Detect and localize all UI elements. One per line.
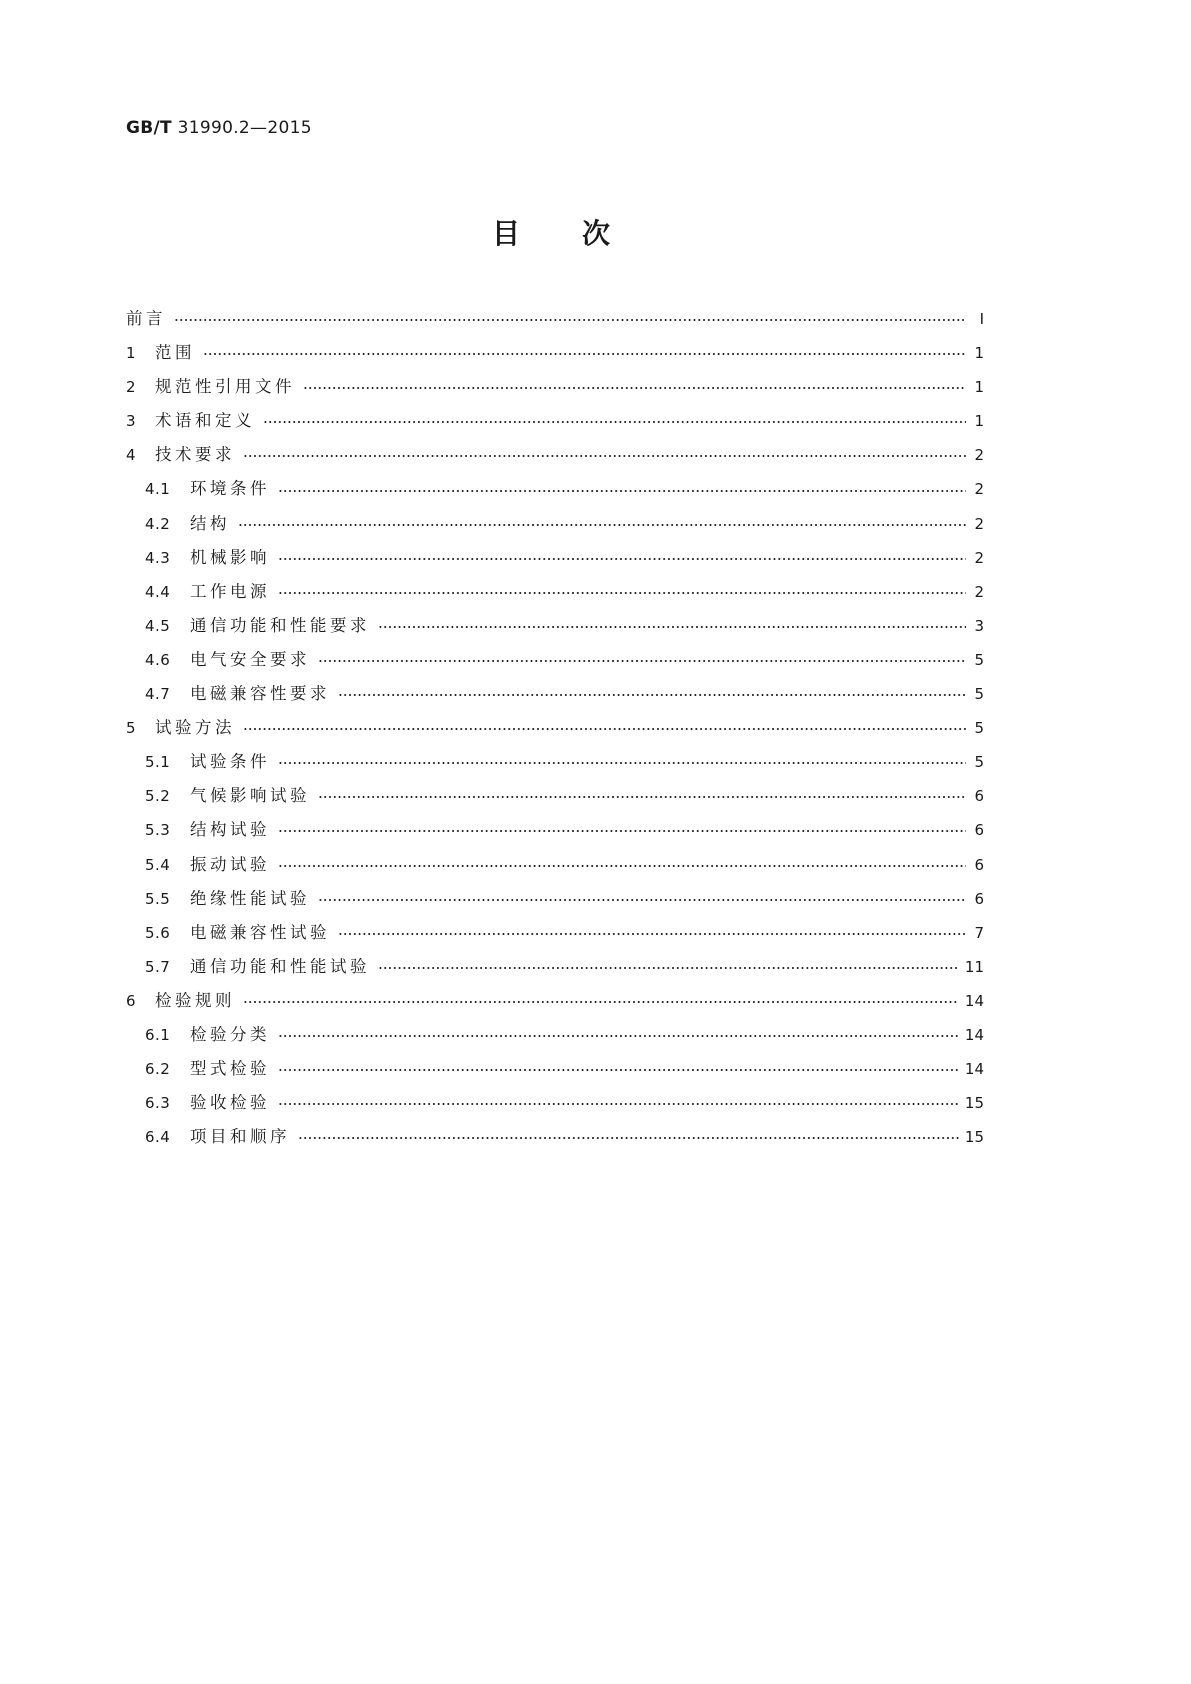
toc-entry-page: 1 <box>974 412 984 431</box>
toc-entry-title: 通信功能和性能要求 <box>190 615 370 635</box>
dot-leader <box>278 490 966 492</box>
dot-leader <box>278 1035 959 1037</box>
toc-entry-title: 气候影响试验 <box>190 786 310 806</box>
toc-entry-page: 6 <box>974 855 984 874</box>
toc-entry[interactable] <box>126 1120 984 1154</box>
dot-leader <box>318 899 966 901</box>
toc-entry-page: 6 <box>974 787 984 806</box>
toc-entry[interactable] <box>126 711 984 745</box>
dot-leader <box>263 421 966 423</box>
dot-leader <box>338 933 966 935</box>
dot-leader <box>318 796 966 798</box>
toc-entry-page: 1 <box>974 344 984 363</box>
toc-entry-page: 2 <box>974 480 984 499</box>
toc-entry-page: 3 <box>974 616 984 635</box>
toc-entry-title: 电气安全要求 <box>190 649 310 669</box>
toc-entry-number: 4.3 <box>145 548 171 567</box>
toc-entry[interactable] <box>126 609 984 643</box>
dot-leader <box>303 387 966 389</box>
toc-entry[interactable] <box>126 643 984 677</box>
toc-entry-number: 5 <box>126 719 137 738</box>
toc-entry-title: 电磁兼容性试验 <box>190 922 330 942</box>
toc-entry-number: 6.3 <box>145 1094 171 1113</box>
dot-leader <box>378 967 959 969</box>
table-of-contents <box>126 302 984 1154</box>
toc-entry[interactable] <box>126 404 984 438</box>
toc-entry-title: 验收检验 <box>190 1093 270 1113</box>
toc-entry[interactable] <box>126 438 984 472</box>
dot-leader <box>278 1069 959 1071</box>
toc-entry-title: 范围 <box>155 343 195 363</box>
toc-entry-title: 结构 <box>190 513 230 533</box>
dot-leader <box>278 1103 959 1105</box>
dot-leader <box>203 353 966 355</box>
toc-entry-page: 15 <box>964 1128 984 1147</box>
toc-entry-page: 5 <box>974 650 984 669</box>
toc-entry-number: 3 <box>126 412 137 431</box>
toc-entry[interactable] <box>126 984 984 1018</box>
toc-entry[interactable] <box>126 541 984 575</box>
toc-entry[interactable] <box>126 882 984 916</box>
toc-entry-title: 结构试验 <box>190 820 270 840</box>
toc-entry-number: 5.7 <box>145 957 171 976</box>
toc-entry-title: 绝缘性能试验 <box>190 888 310 908</box>
dot-leader <box>338 694 966 696</box>
toc-entry[interactable] <box>126 848 984 882</box>
toc-entry-title: 振动试验 <box>190 854 270 874</box>
toc-entry-title: 电磁兼容性要求 <box>190 684 330 704</box>
toc-entry-page: Ⅰ <box>979 310 984 328</box>
toc-entry-number: 4.7 <box>145 685 171 704</box>
toc-entry-number: 4.2 <box>145 514 171 533</box>
toc-entry-page: 11 <box>964 957 984 976</box>
toc-entry[interactable] <box>126 507 984 541</box>
toc-entry-page: 2 <box>974 548 984 567</box>
dot-leader <box>243 1001 959 1003</box>
toc-entry-page: 2 <box>974 582 984 601</box>
dot-leader <box>278 865 966 867</box>
toc-entry-number: 5.6 <box>145 923 171 942</box>
toc-entry-page: 6 <box>974 889 984 908</box>
toc-entry-title: 技术要求 <box>155 445 235 465</box>
toc-entry-number: 5.2 <box>145 787 171 806</box>
toc-entry-page: 5 <box>974 719 984 738</box>
dot-leader <box>278 592 966 594</box>
toc-entry[interactable] <box>126 813 984 847</box>
toc-entry-title: 检验分类 <box>190 1024 270 1044</box>
toc-entry[interactable] <box>126 950 984 984</box>
toc-entry-number: 2 <box>126 378 137 397</box>
toc-entry[interactable] <box>126 779 984 813</box>
toc-entry[interactable] <box>126 370 984 404</box>
dot-leader <box>318 660 966 662</box>
dot-leader <box>238 524 966 526</box>
toc-entry[interactable] <box>126 1086 984 1120</box>
toc-entry-number: 1 <box>126 344 137 363</box>
toc-entry[interactable] <box>126 302 984 336</box>
standard-prefix: GB/T <box>126 118 172 138</box>
toc-entry-page: 5 <box>974 685 984 704</box>
toc-entry-number: 4.6 <box>145 650 171 669</box>
toc-entry-number: 5.1 <box>145 753 171 772</box>
toc-entry-number: 4 <box>126 446 137 465</box>
dot-leader <box>278 558 966 560</box>
toc-entry-title: 检验规则 <box>155 990 235 1010</box>
toc-entry-number: 5.4 <box>145 855 171 874</box>
toc-entry-number: 5.5 <box>145 889 171 908</box>
toc-entry-page: 14 <box>964 991 984 1010</box>
toc-entry[interactable] <box>126 745 984 779</box>
toc-entry-title: 试验条件 <box>190 752 270 772</box>
toc-entry[interactable] <box>126 472 984 506</box>
dot-leader <box>174 319 966 321</box>
dot-leader <box>378 626 966 628</box>
dot-leader <box>278 762 966 764</box>
toc-entry-page: 15 <box>964 1094 984 1113</box>
dot-leader <box>278 830 966 832</box>
toc-entry-page: 2 <box>974 446 984 465</box>
toc-entry-number: 4.1 <box>145 480 171 499</box>
toc-entry-number: 4.5 <box>145 616 171 635</box>
toc-entry-title: 项目和顺序 <box>190 1127 290 1147</box>
toc-entry-title: 通信功能和性能试验 <box>190 956 370 976</box>
toc-entry-page: 14 <box>964 1060 984 1079</box>
toc-entry-page: 1 <box>974 378 984 397</box>
toc-entry[interactable] <box>126 916 984 950</box>
page-title: 目次 <box>491 217 672 250</box>
toc-entry-page: 5 <box>974 753 984 772</box>
toc-entry-title: 型式检验 <box>190 1059 270 1079</box>
toc-entry[interactable] <box>126 1018 984 1052</box>
toc-entry-number: 6 <box>126 991 137 1010</box>
toc-entry-page: 7 <box>974 923 984 942</box>
toc-entry-number: 4.4 <box>145 582 171 601</box>
toc-entry[interactable] <box>126 1052 984 1086</box>
toc-entry-page: 6 <box>974 821 984 840</box>
toc-entry-number: 6.2 <box>145 1060 171 1079</box>
toc-entry-title: 试验方法 <box>155 718 235 738</box>
toc-entry[interactable] <box>126 575 984 609</box>
dot-leader <box>243 455 966 457</box>
standard-number: 31990.2—2015 <box>177 118 312 138</box>
dot-leader <box>243 728 966 730</box>
toc-entry[interactable] <box>126 336 984 370</box>
dot-leader <box>298 1137 959 1139</box>
toc-entry-page: 14 <box>964 1025 984 1044</box>
toc-entry-title: 前言 <box>126 309 166 328</box>
toc-entry-page: 2 <box>974 514 984 533</box>
standard-code <box>126 118 312 138</box>
toc-entry-number: 5.3 <box>145 821 171 840</box>
toc-entry-title: 工作电源 <box>190 581 270 601</box>
toc-entry-number: 6.1 <box>145 1025 171 1044</box>
toc-entry-title: 术语和定义 <box>155 411 255 431</box>
toc-entry-number: 6.4 <box>145 1128 171 1147</box>
toc-entry[interactable] <box>126 677 984 711</box>
toc-entry-title: 规范性引用文件 <box>155 377 295 397</box>
toc-entry-title: 环境条件 <box>190 479 270 499</box>
toc-entry-title: 机械影响 <box>190 547 270 567</box>
